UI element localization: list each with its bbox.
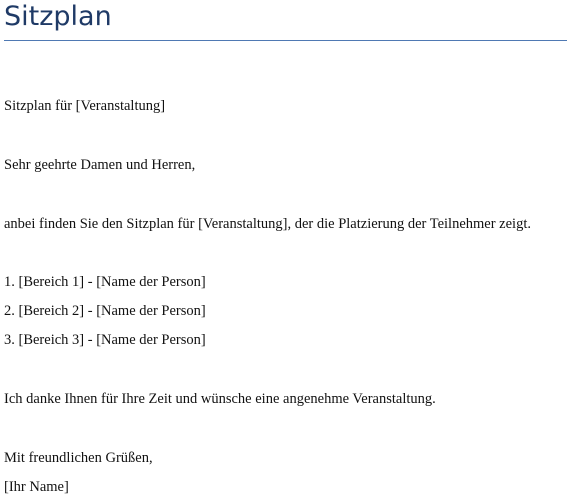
list-item: 1. [Bereich 1] - [Name der Person] [4, 274, 206, 290]
page-title: Sitzplan [4, 1, 112, 32]
salutation: Sehr geehrte Damen und Herren, [4, 157, 196, 173]
signature: [Ihr Name] [4, 479, 69, 495]
list-item: 2. [Bereich 2] - [Name der Person] [4, 303, 206, 319]
closing: Mit freundlichen Grüßen, [4, 450, 153, 466]
list-item: 3. [Bereich 3] - [Name der Person] [4, 332, 206, 348]
intro-paragraph: anbei finden Sie den Sitzplan für [Veranstaltung], der die Platzierung der Teilnehmer zeigt. [4, 216, 531, 232]
subject-line: Sitzplan für [Veranstaltung] [4, 98, 166, 114]
closing-sentence: Ich danke Ihnen für Ihre Zeit und wünsche eine angenehme Veranstaltung. [4, 391, 436, 407]
title-divider [4, 40, 567, 41]
